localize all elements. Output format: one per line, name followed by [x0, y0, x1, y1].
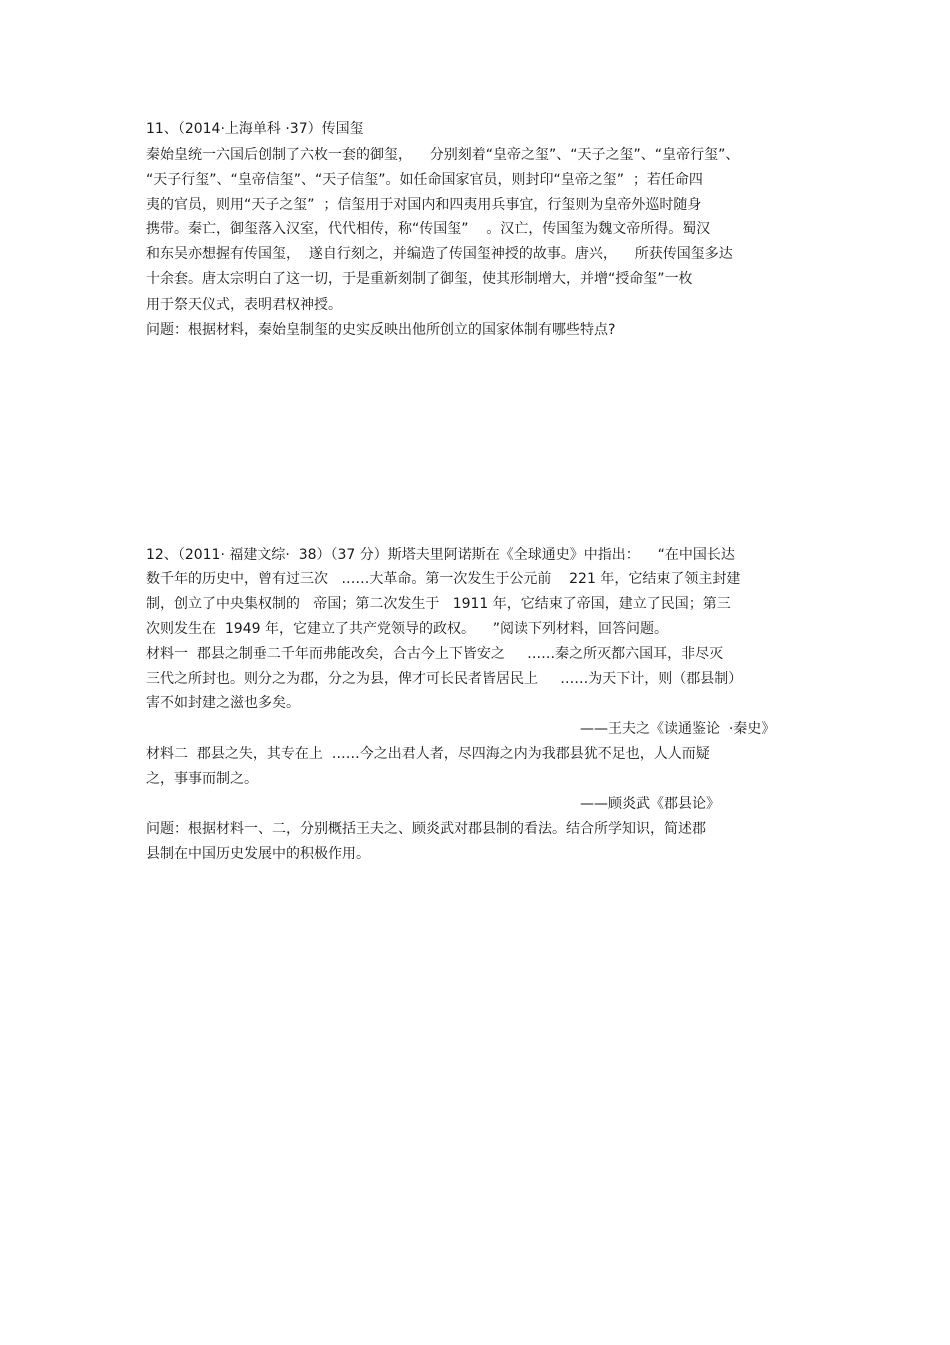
q12-intro-line: 12、（2011· 福建文综· 38）（37 分）斯塔夫里阿诺斯在《全球通史》中指出： “在中国长达 — [146, 547, 735, 563]
q12-material1-line: 材料一 郡县之制垂二千年而弗能改矣，合古今上下皆安之 ……秦之所灭都六国耳，非尽灭 — [146, 646, 724, 662]
q12-intro-line: 数千年的历史中，曾有过三次 ……大革命。第一次发生于公元前 221 年，它结束了领主封建 — [146, 571, 741, 587]
q12-material1-line: 害不如封建之滋也多矣。 — [146, 695, 300, 711]
q11-material-line: 秦始皇统一六国后创制了六枚一套的御玺， 分别刻着“皇帝之玺”、“天子之玺”、“皇帝行玺”、 — [146, 147, 740, 163]
q12-material2-line: 之，事事而制之。 — [146, 771, 258, 787]
q12-material1-source: ——王夫之《读通鉴论 ·秦史》 — [580, 721, 776, 737]
q11-material-line: 十余套。唐太宗明白了这一切，于是重新刻制了御玺，使其形制增大，并增“授命玺”一枚 — [146, 271, 693, 287]
q12-question-line: 县制在中国历史发展中的积极作用。 — [146, 846, 370, 862]
q11-question: 问题：根据材料，秦始皇制玺的史实反映出他所创立的国家体制有哪些特点? — [146, 322, 616, 338]
q11-material-line: 和东吴亦想握有传国玺， 遂自行刻之，并编造了传国玺神授的故事。唐兴， 所获传国玺多达 — [146, 246, 733, 262]
q11-material-line: 携带。秦亡，御玺落入汉室，代代相传，称“传国玺” 。汉亡，传国玺为魏文帝所得。蜀汉 — [146, 221, 711, 237]
q11-material-line: “天子行玺”、“皇帝信玺”、“天子信玺”。如任命国家官员，则封印“皇帝之玺” ；若任命四 — [146, 172, 703, 188]
q11-material-line: 夷的官员，则用“天子之玺” ；信玺用于对国内和四夷用兵事宜，行玺则为皇帝外巡时随身 — [146, 197, 702, 213]
q12-intro-line: 制，创立了中央集权制的 帝国；第二次发生于 1911 年，它结束了帝国，建立了民国；第三 — [146, 596, 731, 612]
q12-material1-line: 三代之所封也。则分之为郡，分之为县，俾才可长民者皆居民上 ……为天下计，则（郡县制） — [146, 671, 743, 687]
q12-material2-line: 材料二 郡县之失，其专在上 ……今之出君人者，尽四海之内为我郡县犹不足也，人人而疑 — [146, 746, 710, 762]
q11-title: 11、（2014·上海单科 ·37）传国玺 — [146, 121, 364, 137]
q12-question-line: 问题：根据材料一、二，分别概括王夫之、顾炎武对郡县制的看法。结合所学知识，简述郡 — [146, 821, 706, 837]
q11-material-line: 用于祭天仪式，表明君权神授。 — [146, 297, 342, 313]
q12-intro-line: 次则发生在 1949 年，它建立了共产党领导的政权。 ”阅读下列材料，回答问题。 — [146, 621, 669, 637]
q12-material2-source: ——顾炎武《郡县论》 — [580, 796, 720, 812]
